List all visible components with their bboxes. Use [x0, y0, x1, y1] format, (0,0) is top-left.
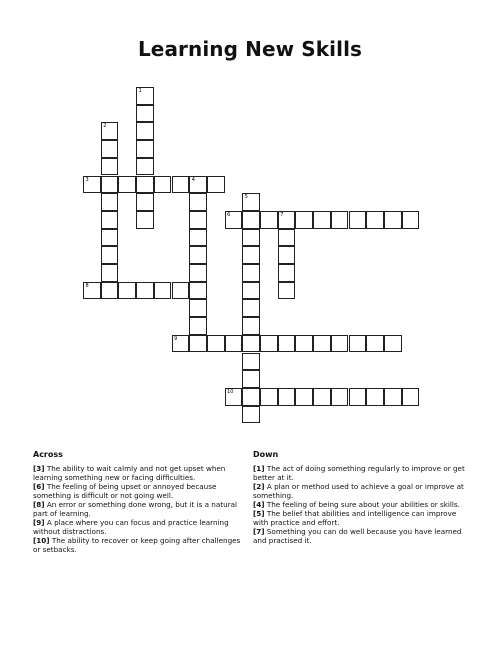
down-clues	[253, 450, 468, 545]
clue-number: 3	[85, 176, 89, 183]
clue-label: [9]	[33, 518, 45, 527]
across-clue	[33, 518, 243, 536]
clue-text: The ability to wait calmly and not get upset when learning something new or facing difficulties.	[33, 464, 226, 482]
grid-cell[interactable]	[136, 105, 154, 123]
grid-cell[interactable]	[402, 388, 420, 406]
clue-text: A plan or method used to achieve a goal or improve at something.	[253, 482, 464, 500]
grid-cell[interactable]	[225, 388, 243, 406]
clue-number: 2	[103, 123, 107, 130]
grid-cell[interactable]	[154, 282, 172, 300]
grid-cell[interactable]	[242, 282, 260, 300]
down-clue	[253, 527, 468, 545]
grid-cell[interactable]	[225, 335, 243, 353]
grid-cell[interactable]	[260, 388, 278, 406]
grid-cell[interactable]	[278, 246, 296, 264]
grid-cell[interactable]	[101, 122, 119, 140]
grid-cell[interactable]	[242, 388, 260, 406]
across-clues	[33, 450, 243, 554]
grid-cell[interactable]	[83, 176, 101, 194]
clue-text: An error or something done wrong, but it is a natural part of learning.	[33, 500, 237, 518]
down-clue	[253, 500, 468, 509]
grid-cell[interactable]	[384, 211, 402, 229]
grid-cell[interactable]	[101, 264, 119, 282]
grid-cell[interactable]	[101, 246, 119, 264]
grid-cell[interactable]	[172, 335, 190, 353]
grid-cell[interactable]	[242, 193, 260, 211]
grid-cell[interactable]	[278, 264, 296, 282]
grid-cell[interactable]	[118, 176, 136, 194]
grid-cell[interactable]	[366, 335, 384, 353]
grid-cell[interactable]	[331, 211, 349, 229]
grid-cell[interactable]	[242, 317, 260, 335]
grid-cell[interactable]	[189, 193, 207, 211]
clue-number: 1	[138, 88, 142, 94]
grid-cell[interactable]	[189, 317, 207, 335]
clue-number: 6	[227, 211, 231, 218]
grid-cell[interactable]	[172, 176, 190, 194]
clue-text: The feeling of being sure about your abilities or skills.	[264, 500, 460, 509]
clue-number: 8	[85, 282, 89, 289]
grid-cell[interactable]	[101, 140, 119, 158]
grid-cell[interactable]	[136, 87, 154, 105]
grid-cell[interactable]	[118, 282, 136, 300]
grid-cell[interactable]	[278, 211, 296, 229]
grid-cell[interactable]	[384, 388, 402, 406]
grid-cell[interactable]	[260, 211, 278, 229]
grid-cell[interactable]	[278, 282, 296, 300]
across-clue	[33, 464, 243, 482]
grid-cell[interactable]	[402, 211, 420, 229]
clue-label: [6]	[33, 482, 45, 491]
grid-cell[interactable]	[136, 211, 154, 229]
clue-text: The feeling of being upset or annoyed because something is difficult or not going well.	[33, 482, 217, 500]
grid-cell[interactable]	[242, 406, 260, 424]
grid-cell[interactable]	[189, 264, 207, 282]
down-clue	[253, 464, 468, 482]
grid-cell[interactable]	[154, 176, 172, 194]
grid-cell[interactable]	[101, 158, 119, 176]
grid-cell[interactable]	[278, 335, 296, 353]
grid-cell[interactable]	[136, 176, 154, 194]
clue-label: [3]	[33, 464, 45, 473]
grid-cell[interactable]	[189, 176, 207, 194]
clue-label: [10]	[33, 536, 50, 545]
grid-cell[interactable]	[136, 158, 154, 176]
grid-cell[interactable]	[136, 282, 154, 300]
grid-cell[interactable]	[207, 335, 225, 353]
grid-cell[interactable]	[278, 229, 296, 247]
grid-cell[interactable]	[189, 246, 207, 264]
grid-cell[interactable]	[242, 299, 260, 317]
grid-cell[interactable]	[101, 211, 119, 229]
grid-cell[interactable]	[101, 193, 119, 211]
clue-text: A place where you can focus and practice learning without distractions.	[33, 518, 229, 536]
clue-text: The act of doing something regularly to improve or get better at it.	[253, 464, 465, 482]
down-heading: Down	[253, 450, 279, 459]
grid-cell[interactable]	[101, 229, 119, 247]
clue-number: 9	[174, 335, 178, 342]
clue-label: [5]	[253, 509, 265, 518]
grid-cell[interactable]	[295, 335, 313, 353]
clue-number: 10	[227, 388, 234, 395]
across-clue	[33, 500, 243, 518]
grid-cell[interactable]	[331, 388, 349, 406]
grid-cell[interactable]	[189, 282, 207, 300]
down-clue	[253, 482, 468, 500]
clue-label: [2]	[253, 482, 265, 491]
grid-cell[interactable]	[349, 211, 367, 229]
across-clue	[33, 536, 243, 554]
grid-cell[interactable]	[189, 335, 207, 353]
grid-cell[interactable]	[295, 388, 313, 406]
across-clue	[33, 482, 243, 500]
across-heading: Across	[33, 450, 63, 459]
grid-cell[interactable]	[278, 388, 296, 406]
grid-cell[interactable]	[313, 335, 331, 353]
grid-cell[interactable]	[242, 353, 260, 371]
grid-cell[interactable]	[242, 229, 260, 247]
down-clue	[253, 509, 468, 527]
clue-label: [1]	[253, 464, 265, 473]
grid-cell[interactable]	[189, 211, 207, 229]
grid-cell[interactable]	[225, 211, 243, 229]
clue-label: [4]	[253, 500, 265, 509]
grid-cell[interactable]	[101, 282, 119, 300]
grid-cell[interactable]	[313, 388, 331, 406]
grid-cell[interactable]	[295, 211, 313, 229]
grid-cell[interactable]	[136, 140, 154, 158]
grid-cell[interactable]	[242, 264, 260, 282]
grid-cell[interactable]	[384, 335, 402, 353]
grid-cell[interactable]	[349, 335, 367, 353]
grid-cell[interactable]	[242, 335, 260, 353]
page-title: Learning New Skills	[137, 37, 363, 61]
clue-text: Something you can do well because you have learned and practised it.	[253, 527, 462, 545]
grid-cell[interactable]	[242, 370, 260, 388]
grid-cell[interactable]	[242, 246, 260, 264]
clue-label: [7]	[253, 527, 265, 536]
grid-cell[interactable]	[136, 193, 154, 211]
clue-number: 7	[280, 211, 284, 218]
grid-cell[interactable]	[331, 335, 349, 353]
grid-cell[interactable]	[349, 388, 367, 406]
grid-cell[interactable]	[313, 211, 331, 229]
grid-cell[interactable]	[83, 282, 101, 300]
grid-cell[interactable]	[207, 176, 225, 194]
clue-number: 4	[191, 176, 195, 183]
grid-cell[interactable]	[260, 335, 278, 353]
clue-label: [8]	[33, 500, 45, 509]
clue-text: The belief that abilities and intelligence can improve with practice and effort.	[253, 509, 457, 527]
clue-number: 5	[244, 194, 248, 201]
clue-text: The ability to recover or keep going after challenges or setbacks.	[33, 536, 241, 554]
grid-cell[interactable]	[189, 229, 207, 247]
grid-cell[interactable]	[366, 211, 384, 229]
grid-cell[interactable]	[189, 299, 207, 317]
grid-cell[interactable]	[136, 122, 154, 140]
grid-cell[interactable]	[242, 211, 260, 229]
grid-cell[interactable]	[101, 176, 119, 194]
grid-cell[interactable]	[366, 388, 384, 406]
grid-cell[interactable]	[172, 282, 190, 300]
